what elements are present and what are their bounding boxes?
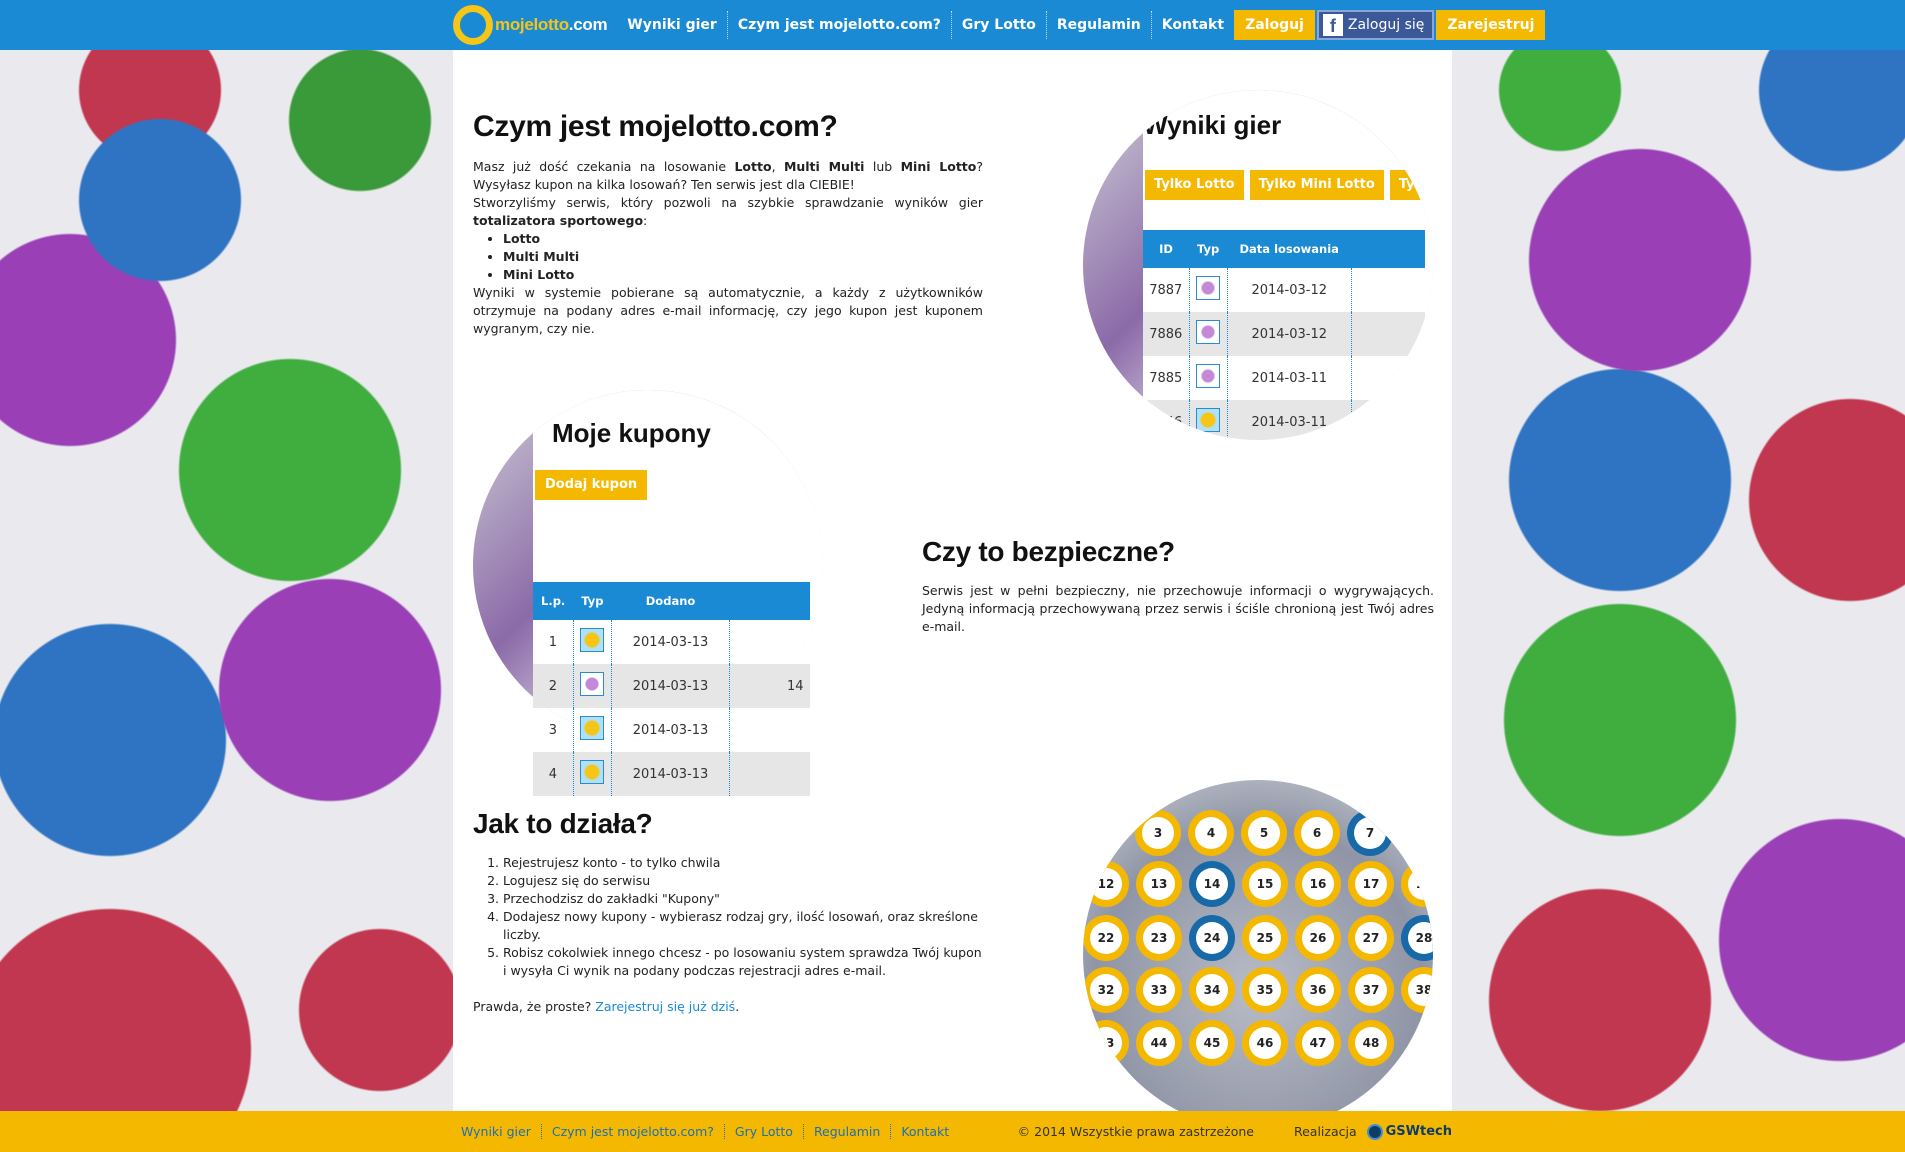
cell-extra <box>1351 356 1425 400</box>
lotto-ball[interactable] <box>1083 915 1129 961</box>
lotto-ball-number: 28 <box>1408 922 1433 954</box>
gswtech-logo[interactable] <box>1367 1124 1452 1140</box>
cell-date: 2014-03-12 <box>1227 268 1351 312</box>
column-header-id: ID <box>1143 230 1189 268</box>
cell-type <box>1189 356 1227 400</box>
lotto-ball[interactable] <box>1401 967 1433 1013</box>
lotto-ball-number: 46 <box>1249 1027 1281 1059</box>
lotto-ball[interactable] <box>1242 861 1288 907</box>
add-coupon-button[interactable]: Dodaj kupon <box>535 470 647 500</box>
table-row[interactable] <box>1143 356 1425 400</box>
logo-tld: .com <box>568 15 608 34</box>
lotto-ball[interactable] <box>1189 967 1235 1013</box>
logo-text: mojelotto.com <box>495 15 608 34</box>
footer-link-rules[interactable]: Regulamin <box>804 1124 891 1139</box>
column-header-lp: L.p. <box>533 582 573 620</box>
lotto-ball-number: 22 <box>1090 922 1122 954</box>
results-header-row <box>1143 230 1425 268</box>
about-text <box>473 158 983 338</box>
cell-extra <box>1351 268 1425 312</box>
cell-date: 2014-03-13 <box>612 664 730 708</box>
closing-text: Prawda, że proste? Zarejestruj się już dziś. <box>473 999 740 1014</box>
lotto-ball-number: 36 <box>1302 974 1334 1006</box>
lotto-ball[interactable] <box>1083 861 1129 907</box>
lotto-ball-number: 17 <box>1355 868 1387 900</box>
lotto-ball-number: 35 <box>1249 974 1281 1006</box>
lotto-ball[interactable] <box>1136 1020 1182 1066</box>
lotto-ball-number: 33 <box>1143 974 1175 1006</box>
lotto-ball-number: 6 <box>1301 817 1333 849</box>
cell-type <box>1189 312 1227 356</box>
top-navigation-inner <box>453 0 1535 50</box>
lotto-ball[interactable] <box>1242 915 1288 961</box>
footer-inner <box>453 1111 1452 1152</box>
footer <box>0 1111 1905 1152</box>
table-row[interactable] <box>533 708 810 752</box>
lotto-ball-number: 37 <box>1355 974 1387 1006</box>
results-widget <box>1083 90 1433 440</box>
table-row[interactable] <box>1143 400 1425 440</box>
cell-extra <box>730 708 810 752</box>
lotto-ball[interactable] <box>1136 915 1182 961</box>
facebook-login-label: Zaloguj się <box>1347 17 1425 33</box>
lotto-ball-number: 25 <box>1249 922 1281 954</box>
lotto-ball[interactable] <box>1348 861 1394 907</box>
footer-link-games[interactable]: Gry Lotto <box>725 1124 804 1139</box>
nav-results[interactable]: Wyniki gier <box>617 11 728 39</box>
facebook-login-button[interactable] <box>1317 10 1435 40</box>
nav-games[interactable]: Gry Lotto <box>952 11 1047 39</box>
tab-only-lotto[interactable]: Tylko Lotto <box>1143 170 1244 200</box>
lotto-ball-number: 32 <box>1090 974 1122 1006</box>
cell-lp: 1 <box>533 620 573 664</box>
lotto-icon <box>580 716 604 740</box>
lotto-ball[interactable] <box>1295 1020 1341 1066</box>
cell-date: 2014-03-13 <box>612 708 730 752</box>
multi-multi-icon <box>580 672 604 696</box>
lotto-ball-number: 48 <box>1355 1027 1387 1059</box>
about-paragraph-1: Masz już dość czekania na losowanie Lotto, Multi Multi lub Mini Lotto? Wysyłasz kupon na kilka losowań? Ten serwis jest dla CIEBIE! <box>473 159 983 192</box>
games-list-item: • Multi Multi <box>503 248 983 266</box>
column-header-date: Data losowania <box>1227 230 1351 268</box>
lotto-ball[interactable] <box>1242 1020 1288 1066</box>
lotto-ball[interactable] <box>1083 1020 1129 1066</box>
lotto-ball-number: 12 <box>1090 868 1122 900</box>
coupons-title: Moje kupony <box>552 418 711 448</box>
lotto-ball-number: 16 <box>1302 868 1334 900</box>
multi-multi-icon <box>1196 276 1220 300</box>
lotto-ball[interactable] <box>1348 1020 1394 1066</box>
column-header-type: Typ <box>1189 230 1227 268</box>
tab-only-mini-lotto[interactable]: Tylko Mini Lotto <box>1248 170 1384 200</box>
security-section <box>922 536 1434 636</box>
cell-date: 2014-03-12 <box>1227 312 1351 356</box>
steps-list <box>503 854 983 980</box>
lotto-ball[interactable] <box>1136 861 1182 907</box>
lotto-ball-number: 5 <box>1248 817 1280 849</box>
column-header-added: Dodano <box>612 582 730 620</box>
step-item: 5. Robisz cokolwiek innego chcesz - po losowaniu system sprawdza Twój kupon i wysyła Ci wynik na podany podczas rejestracji adres e-mail. <box>503 944 983 980</box>
lotto-ball-number: 13 <box>1143 868 1175 900</box>
nav-contact[interactable]: Kontakt <box>1161 17 1225 33</box>
tab-more[interactable]: Ty <box>1388 170 1424 200</box>
gswtech-logo-text: GSWtech <box>1385 1124 1452 1139</box>
lotto-ball[interactable] <box>1242 967 1288 1013</box>
about-paragraph-2: Stworzyliśmy serwis, który pozwoli na szybkie sprawdzanie wyników gier totalizatora sportowego: <box>473 195 983 228</box>
cell-id: 5446 <box>1143 400 1189 440</box>
cell-date: 2014-03-13 <box>612 752 730 796</box>
games-list-item: • Lotto <box>503 230 983 248</box>
cell-type <box>573 620 611 664</box>
login-button[interactable]: Zaloguj <box>1234 10 1315 40</box>
how-it-works-section <box>473 808 983 1016</box>
lotto-ball-number: 24 <box>1196 922 1228 954</box>
cell-extra <box>1351 312 1425 356</box>
lotto-ball-number: 45 <box>1196 1027 1228 1059</box>
lotto-ball-number: 26 <box>1302 922 1334 954</box>
coupons-table <box>533 582 810 796</box>
lotto-ball-number: 27 <box>1355 922 1387 954</box>
cell-id: 7887 <box>1143 268 1189 312</box>
lotto-ball-number: 23 <box>1143 922 1175 954</box>
cell-type <box>573 708 611 752</box>
column-header-extra <box>730 582 810 620</box>
cell-lp: 4 <box>533 752 573 796</box>
copyright-text: © 2014 Wszystkie prawa zastrzeżone <box>1017 1124 1254 1139</box>
globe-icon <box>1367 1124 1383 1140</box>
lotto-ball[interactable] <box>1401 915 1433 961</box>
lotto-ball[interactable] <box>1136 967 1182 1013</box>
register-now-link[interactable]: Zarejestruj się już dziś <box>595 999 736 1014</box>
footer-link-about[interactable]: Czym jest mojelotto.com? <box>542 1124 725 1139</box>
results-title: Wyniki gier <box>1143 110 1282 140</box>
cell-type <box>1189 268 1227 312</box>
cell-date: 2014-03-13 <box>612 620 730 664</box>
lotto-ball-number: 7 <box>1354 817 1386 849</box>
table-row[interactable] <box>533 664 810 708</box>
lotto-ball[interactable] <box>1189 1020 1235 1066</box>
results-tabs <box>1143 170 1428 200</box>
games-list-item: • Mini Lotto <box>503 266 983 284</box>
lotto-ball[interactable] <box>1348 915 1394 961</box>
games-list <box>503 230 983 284</box>
cell-date: 2014-03-11 <box>1227 356 1351 400</box>
cell-type <box>573 752 611 796</box>
multi-multi-icon <box>1196 364 1220 388</box>
lotto-balls-widget <box>1083 780 1433 1130</box>
lotto-ball[interactable] <box>1083 967 1129 1013</box>
cell-extra: 14 <box>730 664 810 708</box>
step-item: 1. Rejestrujesz konto - to tylko chwila <box>503 854 983 872</box>
about-paragraph-3: Wyniki w systemie pobierane są automatycznie, a każdy z użytkowników otrzymuje na podany adres e-mail informację, czy jego kupon jest kuponem wygranym, czy nie. <box>473 285 983 336</box>
lotto-ball[interactable] <box>1295 861 1341 907</box>
cell-extra <box>730 752 810 796</box>
lotto-ball[interactable] <box>1347 810 1393 856</box>
lotto-ball[interactable] <box>1295 915 1341 961</box>
results-table <box>1143 230 1425 440</box>
nav-about[interactable]: Czym jest mojelotto.com? <box>728 11 952 39</box>
cell-type <box>1189 400 1227 440</box>
lotto-ball-number: 38 <box>1408 974 1433 1006</box>
how-it-works-text <box>473 854 983 1016</box>
table-row[interactable] <box>533 620 810 664</box>
lotto-ball-number: 14 <box>1196 868 1228 900</box>
site-logo[interactable] <box>453 5 607 45</box>
made-by <box>1294 1124 1452 1140</box>
lotto-ball-number: 18 <box>1408 868 1433 900</box>
footer-link-contact[interactable]: Kontakt <box>901 1124 950 1139</box>
lotto-ball-number: 3 <box>1142 817 1174 849</box>
column-header-type: Typ <box>573 582 611 620</box>
multi-multi-icon <box>1196 320 1220 344</box>
top-navigation-bar <box>0 0 1905 50</box>
footer-link-results[interactable]: Wyniki gier <box>453 1124 542 1139</box>
cell-date: 2014-03-11 <box>1227 400 1351 440</box>
about-section <box>473 110 983 338</box>
cell-type <box>573 664 611 708</box>
lotto-ball[interactable] <box>1241 810 1287 856</box>
lotto-ball[interactable] <box>1401 861 1433 907</box>
lotto-ball-number: 4 <box>1195 817 1227 849</box>
cell-lp: 3 <box>533 708 573 752</box>
lotto-ball[interactable] <box>1189 861 1235 907</box>
column-header-extra <box>1351 230 1425 268</box>
lotto-ball-number: 44 <box>1143 1027 1175 1059</box>
coupons-header-row <box>533 582 810 620</box>
cell-lp: 2 <box>533 664 573 708</box>
lotto-ball[interactable] <box>1135 810 1181 856</box>
step-item: 3. Przechodzisz do zakładki "Kupony" <box>503 890 983 908</box>
register-button[interactable]: Zarejestruj <box>1436 10 1545 40</box>
lotto-icon <box>580 628 604 652</box>
lotto-ball-number: 47 <box>1302 1027 1334 1059</box>
table-row[interactable] <box>1143 312 1425 356</box>
table-row[interactable] <box>533 752 810 796</box>
lotto-ball[interactable] <box>1188 810 1234 856</box>
about-title: Czym jest mojelotto.com? <box>473 110 838 143</box>
facebook-icon: f <box>1323 14 1343 36</box>
nav-rules[interactable]: Regulamin <box>1047 11 1152 39</box>
lotto-ball[interactable] <box>1295 967 1341 1013</box>
auth-buttons <box>1234 10 1545 40</box>
cell-id: 7885 <box>1143 356 1189 400</box>
cell-extra <box>1351 400 1425 440</box>
step-item: 2. Logujesz się do serwisu <box>503 872 983 890</box>
lotto-ball[interactable] <box>1189 915 1235 961</box>
lotto-icon <box>1196 408 1220 432</box>
security-title: Czy to bezpieczne? <box>922 536 1175 567</box>
lotto-ball-number: 15 <box>1249 868 1281 900</box>
lotto-ball-number: 43 <box>1090 1027 1122 1059</box>
table-row[interactable] <box>1143 268 1425 312</box>
cell-id: 7886 <box>1143 312 1189 356</box>
lotto-ball-number: 34 <box>1196 974 1228 1006</box>
cell-extra <box>730 620 810 664</box>
security-text: Serwis jest w pełni bezpieczny, nie przechowuje informacji o wygrywających. Jedyną informacją przechowywaną przez serwis i ściśle chronioną jest Twój adres e-mail. <box>922 583 1434 634</box>
step-item: 4. Dodajesz nowy kupony - wybierasz rodzaj gry, ilość losowań, oraz skreślone liczby. <box>503 908 983 944</box>
lotto-ball[interactable] <box>1348 967 1394 1013</box>
lotto-ball[interactable] <box>1294 810 1340 856</box>
logo-ring-icon <box>453 5 493 45</box>
made-by-label: Realizacja <box>1293 1124 1357 1139</box>
how-it-works-title: Jak to działa? <box>473 808 653 839</box>
main-content <box>453 50 1452 1111</box>
lotto-icon <box>580 760 604 784</box>
